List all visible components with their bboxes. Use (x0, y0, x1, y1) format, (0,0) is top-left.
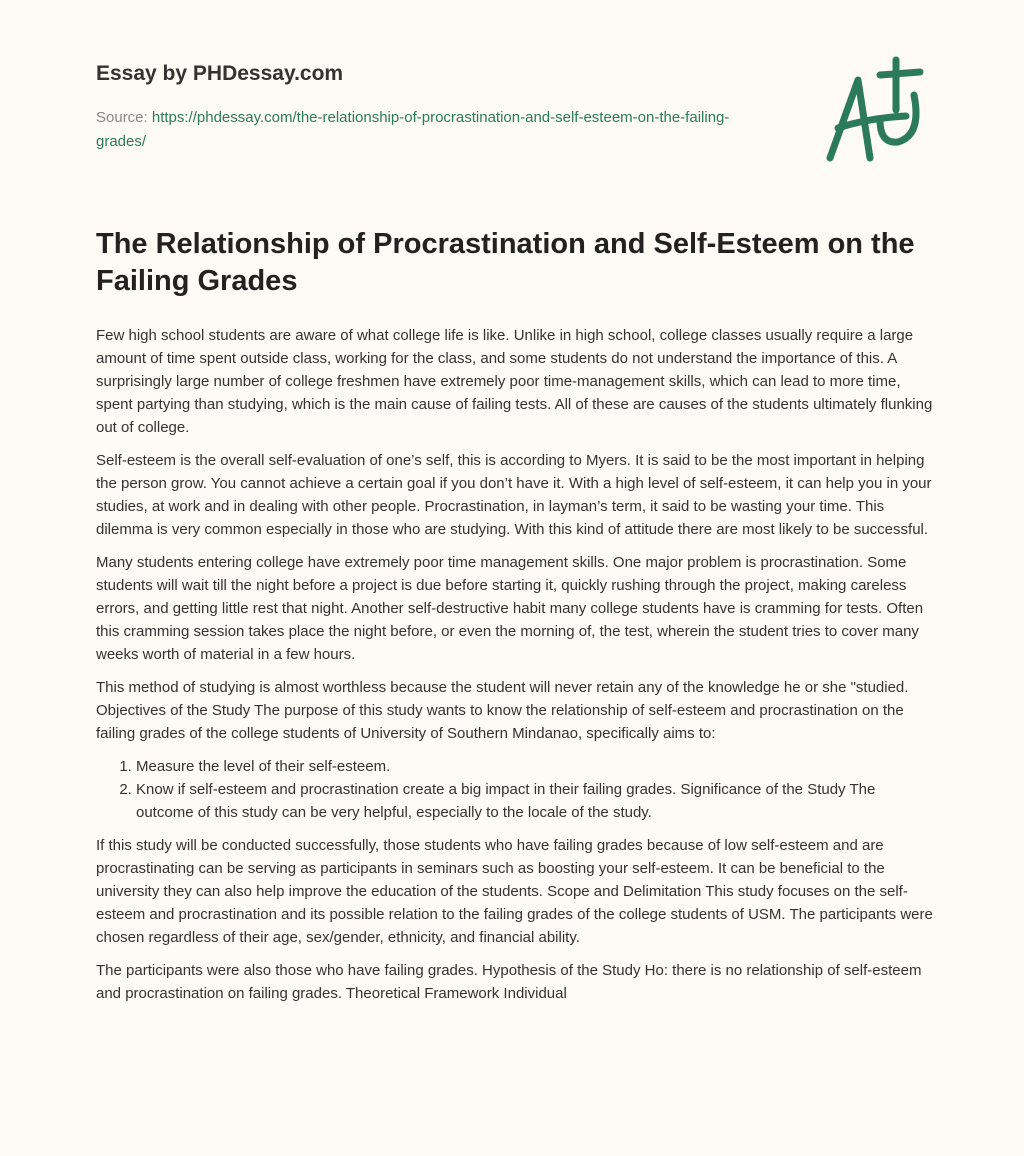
paragraph: Few high school students are aware of what college life is like. Unlike in high school, college classes usually require a large amount of time spent outside class, working for the class, and some students do not understand the importance of this. A surprisingly large number of college freshmen have extremely poor time-management skills, which can lead to more time, spent partying than studying, which is the main cause of failing tests. All of these are causes of the students ultimately flunking out of college. (96, 327, 933, 436)
list-item: 2. Know if self-esteem and procrastination create a big impact in their failing grades. Significance of the Study The outcome of this study can be very helpful, especially to the locale of the study. (136, 778, 934, 824)
a-plus-logo-icon (818, 40, 928, 165)
paragraph: If this study will be conducted successfully, those students who have failing grades because of low self-esteem and are procrastinating can be serving as participants in seminars such as boosting your self-esteem. It can be beneficial to the university they can also help improve the education of the students. Scope and Delimitation This study focuses on the self-esteem and procrastination and its possible relation to the failing grades of the college students of USM. The participants were chosen regardless of their age, sex/gender, ethnicity, and financial ability. (96, 837, 933, 946)
source-line (96, 106, 736, 154)
paragraph: The participants were also those who have failing grades. Hypothesis of the Study Ho: there is no relationship of self-esteem and procrastination on failing grades. Theoretical Framework Individual (96, 962, 922, 1002)
paragraph: Self-esteem is the overall self-evaluation of one’s self, this is according to Myers. It is said to be the most important in helping the person grow. You cannot achieve a certain goal if you don’t have it. With a high level of self-esteem, it can help you in your studies, at work and in dealing with other people. Procrastination, in layman’s term, it said to be wasting your time. This dilemma is very common especially in those who are studying. With this kind of attitude there are most likely to be successful. (96, 452, 932, 538)
article (96, 226, 934, 1015)
list-item: 1. Measure the level of their self-esteem. (136, 755, 934, 778)
objectives-list (96, 755, 934, 824)
paragraph: Many students entering college have extremely poor time management skills. One major problem is procrastination. Some students will wait till the night before a project is due before starting it, quickly rushing through the project, making careless errors, and getting little rest that night. Another self-destructive habit many college students have is cramming for tests. Often this cramming session takes place the night before, or even the morning of, the test, wherein the student tries to cover many weeks worth of material in a few hours. (96, 554, 924, 663)
paragraph: This method of studying is almost worthless because the student will never retain any of the knowledge he or she "studied. Objectives of the Study The purpose of this study wants to know the relationship of self-esteem and procrastination on the failing grades of the college students of University of Southern Mindanao, specifically aims to: (96, 679, 909, 742)
source-link[interactable]: https://phdessay.com/the-relationship-of-procrastination-and-self-esteem-on-the-failing-grades/ (96, 109, 730, 150)
page-header (96, 62, 736, 154)
source-label: Source: (96, 109, 148, 126)
article-title: The Relationship of Procrastination and Self-Esteem on the Failing Grades (96, 228, 915, 297)
brand-title: Essay by PHDessay.com (96, 62, 344, 85)
